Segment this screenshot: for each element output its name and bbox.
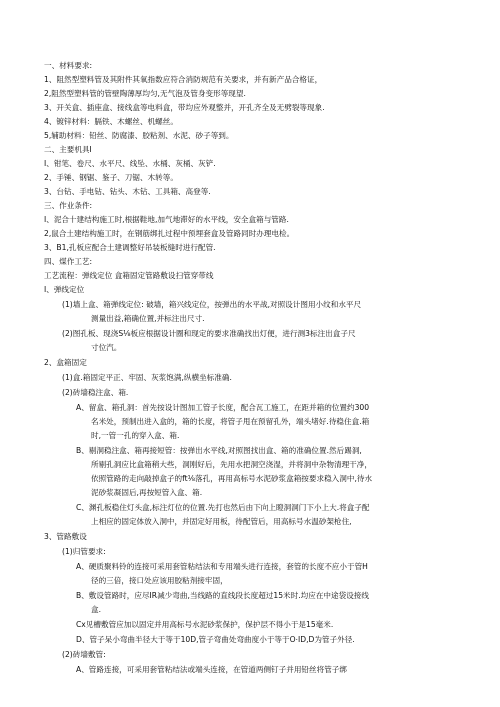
text-line: 名米处，预制出进入盒的，箱的长度，将管子甩在预留孔外，端头堵好.待稳住盒.箱 bbox=[91, 417, 370, 426]
text-line: 2、手锤、钢锯、鉴子、刀锯、木转等。 bbox=[44, 173, 178, 182]
text-line: 3、台钻、手电钻、钻头、木钻、工具箱、高登等. bbox=[44, 187, 211, 196]
text-line: (2)图孔板、现浇S⅛板应根据设计圈和现定的要求准确找出灯便，进行测3标注出盒子尺 bbox=[62, 329, 356, 338]
text-line: 3、开关盒、插座盒、接线盒等电料盒，带均应外观整并，开孔齐全及无劈裂等现象. bbox=[44, 103, 325, 112]
text-line: 寸位汽。 bbox=[91, 343, 122, 352]
text-line: 4、镀锌材料：膈铁、木螺丝、机螺丝。 bbox=[44, 117, 178, 126]
text-line: B、敷设管路时，应尽IR减少弯曲,当线路的直线段长度超过15米时.均应在中途袋设接线 bbox=[76, 591, 369, 600]
text-line: (1)归管要求: bbox=[62, 547, 106, 556]
heading-materials: 一、材料要求: bbox=[44, 61, 93, 70]
text-line: I、钳笔、卷尺、水平尺、线坠、水桶、灰桶、灰铲. bbox=[44, 159, 216, 168]
text-line: I、泥合十建结构施工时,根据鞋地,加气地滞好的水平线，安全盒箱与管路. bbox=[44, 215, 289, 224]
text-line: 泥砂浆凝固后,再按短管入盒、箱. bbox=[91, 488, 203, 497]
text-line: (1)盒.箱固定平正、牢固、灰浆饱满,纵横坐标准确. bbox=[62, 373, 232, 382]
text-line: D、管子呆小弯曲半径大于等于10D,管子弯曲处弯曲度小于等于O⋅ID,D为管子外径. bbox=[76, 635, 355, 644]
heading-tools: 二、主要机具I bbox=[44, 145, 92, 154]
text-line: 时,一管一孔的穿入盒、箱. bbox=[91, 431, 180, 440]
text-line: 5,辅助材料：铅丝、防腐漆、胶粘剂、水泥、砂子等到。 bbox=[44, 131, 234, 140]
heading-process: 四、煤作工艺: bbox=[44, 257, 93, 266]
section-heading: 3、管路敷设 bbox=[44, 532, 87, 541]
section-heading: 2、盒箱固定 bbox=[44, 358, 87, 367]
heading-conditions: 三、作业条件: bbox=[44, 201, 93, 210]
text-line: 盒. bbox=[91, 605, 102, 614]
text-line: (2)砖墙稳注盒、箱. bbox=[62, 388, 129, 397]
text-line: (1)墙上盒、箱弹线定位: 破墙，箱兴线定位，按弹出的水平战,对照设计图用小纹和水平尺 bbox=[62, 300, 362, 309]
text-line: (2)砖墙敷管: bbox=[62, 650, 106, 659]
text-line: 1、阻然型塑料管及其附件其氧指数应符合消防规范有关要求，并有新产品合格证， bbox=[44, 75, 323, 84]
text-line: 2,鼠合土建结构施工时，在钢筋绑扎过程中预埋套盒及管路同时办理电检。 bbox=[44, 229, 295, 238]
text-line: 3、B1,孔板应配合土建调整好吊装板缝时进行配管. bbox=[44, 243, 216, 252]
text-line: 2,阻然型塑料管的管壁陶薄厚均匀,无气泡及管身变形等现望. bbox=[44, 89, 246, 98]
text-line: 依照管路的走向敲掉盒子的ft⅛落孔，再用高标号水泥砂浆盒箱按要求稳入洞中,待水 bbox=[91, 474, 373, 483]
text-line: A、管路连接，可采用套管粘结法或端头连接，在管道两侧钉子并用铅丝将管子绑 bbox=[76, 665, 347, 674]
text-line: A、硬质聚料铃的连接可采用套管粘结法和专用端头进行连接，套管的长度不应小于管H bbox=[76, 562, 368, 571]
text-line: 所剔孔洞应比盒箱稍大些，洞刚好后，先用水把洞空浇湿，并将洞中杂物清理干净， bbox=[91, 460, 372, 469]
text-line: C、渊孔板稳住灯头盒,标注灯位的位置.先打也然后由下向上瞪洞洞门下小上大.将盒子配 bbox=[76, 503, 370, 512]
text-line: 上相应的固定体放入洞中，并固定好用板，待配管后，用高标号水温砂架枪住, bbox=[91, 517, 352, 526]
text-line: 径的三倍，接口处应该用胶粘剂接牢固， bbox=[91, 576, 228, 585]
text-line: A、留盒、箱孔洞：首先按设计图加工管子长度，配合瓦工施工，在距并箱的位置约300 bbox=[76, 403, 370, 412]
process-flow-line: 工艺流程：弹线定位 盒箱固定管路敷设扫管穿带线 bbox=[44, 271, 214, 280]
text-line: 测量出益,箱确位置,并标注出尺寸. bbox=[91, 314, 205, 323]
text-line: Cx见槽敷管应加以固定并用高标号水泥砂浆保护，保护层不得小于是15毫米. bbox=[76, 620, 334, 629]
section-heading: I、弹线定位 bbox=[44, 285, 85, 294]
text-line: B、剔洞稳注盒、箱再接短管：按弹出水平线,对照图找出盒、箱的准确位置.然后踢洞, bbox=[76, 446, 362, 455]
